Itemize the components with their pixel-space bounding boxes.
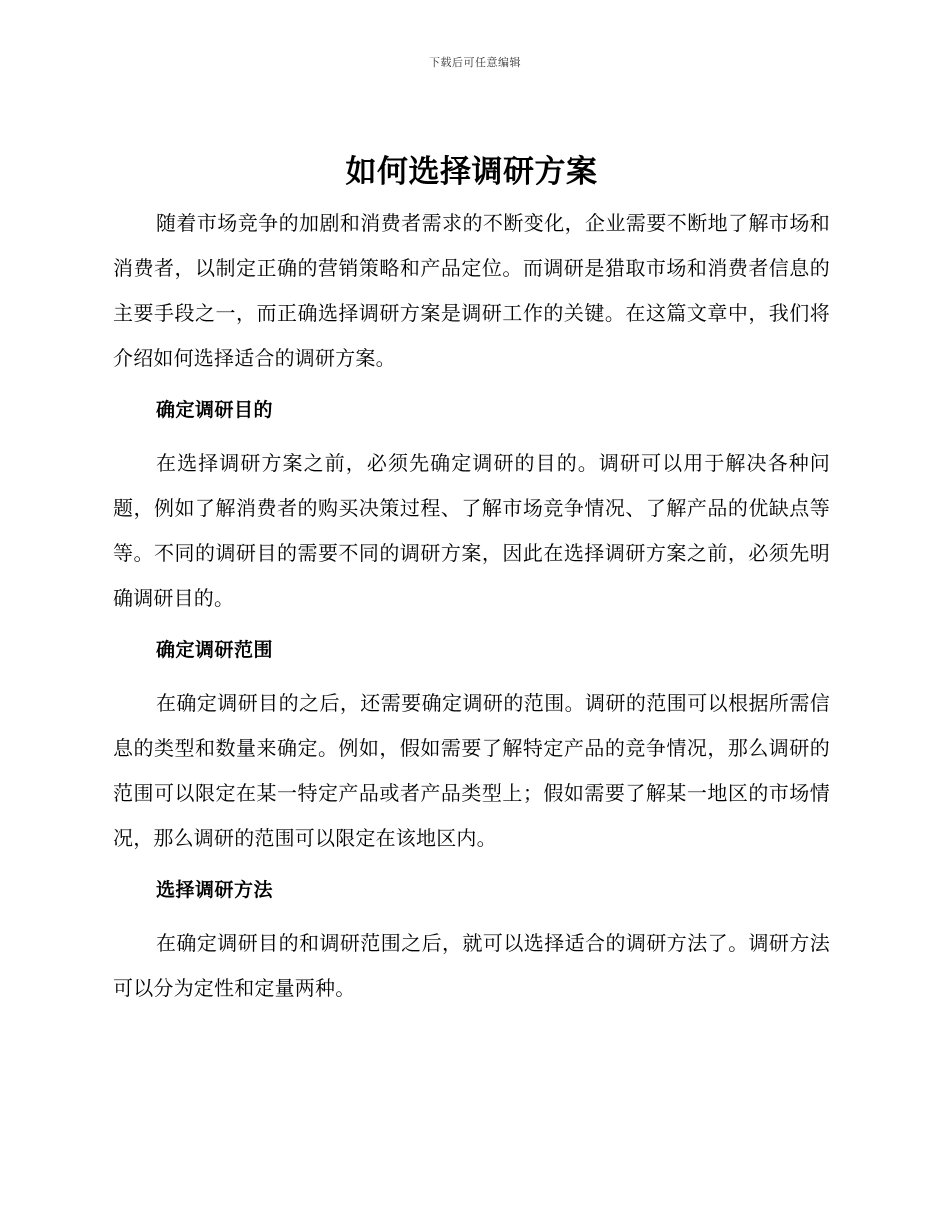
intro-paragraph: 随着市场竞争的加剧和消费者需求的不断变化，企业需要不断地了解市场和消费者，以制定正确的营销策略和产品定位。而调研是猎取市场和消费者信息的主要手段之一，而正确选择调研方案是调研工作的关键。在这篇文章中，我们将介绍如何选择适合的调研方案。 [113, 211, 830, 370]
section-heading-scope: 确定调研范围 [156, 639, 274, 661]
section-body-method: 在确定调研目的和调研范围之后，就可以选择适合的调研方法了。调研方法可以分为定性和定量两种。 [113, 931, 830, 1000]
section-body-purpose: 在选择调研方案之前，必须先确定调研的目的。调研可以用于解决各种问题，例如了解消费者的购买决策过程、了解市场竞争情况、了解产品的优缺点等等。不同的调研目的需要不同的调研方案，因此在选择调研方案之前，必须先明确调研目的。 [113, 451, 830, 610]
section-body-scope: 在确定调研目的之后，还需要确定调研的范围。调研的范围可以根据所需信息的类型和数量来确定。例如，假如需要了解特定产品的竞争情况，那么调研的范围可以限定在某一特定产品或者产品类型上；假如需要了解某一地区的市场情况，那么调研的范围可以限定在该地区内。 [113, 691, 830, 850]
document-title: 如何选择调研方案 [345, 154, 598, 190]
document-body [113, 148, 830, 1011]
section-heading-method: 选择调研方法 [156, 879, 274, 901]
page-header: 下载后可任意编辑 [429, 56, 521, 69]
section-heading-purpose: 确定调研目的 [156, 399, 274, 421]
